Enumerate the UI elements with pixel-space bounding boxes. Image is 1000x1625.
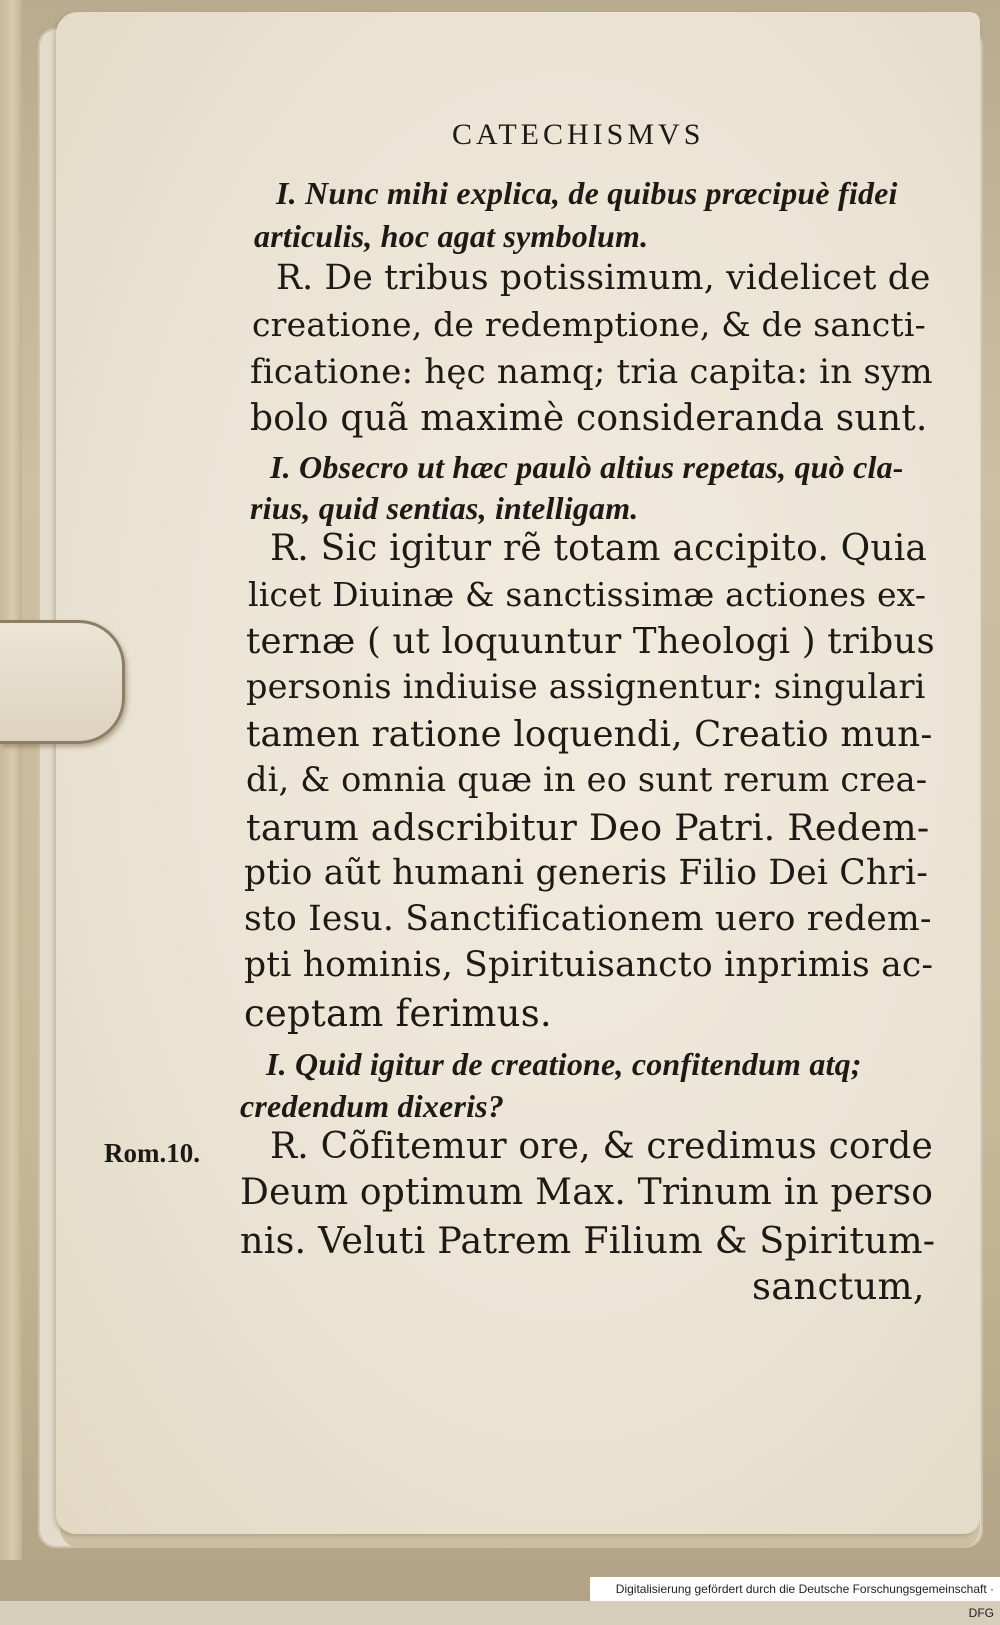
answer-line: ternæ ( ut loquuntur Theologi ) tribus bbox=[246, 621, 935, 662]
running-head: CATECHISMVS bbox=[452, 118, 705, 151]
question-line: I. Quid igitur de creatione, confitendum atq; bbox=[266, 1046, 862, 1082]
answer-line: Deum optimum Max. Trinum in perso bbox=[240, 1172, 934, 1213]
answer-line: ceptam ferimus. bbox=[244, 992, 552, 1035]
catchword: sanctum, bbox=[752, 1265, 925, 1308]
answer-line: ptio aũt humani generis Filio Dei Chri- bbox=[244, 853, 929, 893]
answer-line: sto Iesu. Sanctificationem uero redem- bbox=[244, 899, 932, 939]
answer-line: R. Sic igitur rẽ totam accipito. Quia bbox=[270, 528, 928, 569]
answer-line: licet Diuinæ & sanctissimæ actiones ex- bbox=[248, 575, 927, 614]
question-line: I. Nunc mihi explica, de quibus præcipuè fidei bbox=[276, 175, 898, 211]
answer-line: R. Cõfitemur ore, & credimus corde bbox=[270, 1126, 934, 1167]
question-line: credendum dixeris? bbox=[240, 1088, 505, 1124]
answer-line: di, & omnia quæ in eo sunt rerum crea- bbox=[246, 760, 928, 799]
digitization-credit: Digitalisierung gefördert durch die Deutsche Forschungsgemeinschaft · DFG bbox=[590, 1577, 1000, 1601]
answer-line: nis. Veluti Patrem Filium & Spiritum- bbox=[240, 1219, 936, 1262]
answer-line: bolo quã maximè consideranda sunt. bbox=[250, 398, 928, 439]
marginal-reference: Rom.10. bbox=[104, 1138, 200, 1168]
answer-line: tamen ratione loquendi, Creatio mun- bbox=[246, 714, 933, 755]
answer-line: pti hominis, Spirituisancto inprimis ac- bbox=[244, 945, 934, 985]
question-line: I. Obsecro ut hæc paulò altius repetas, quò cla- bbox=[270, 449, 904, 485]
answer-line: personis indiuise assignentur: singulari bbox=[246, 667, 926, 706]
question-line: rius, quid sentias, intelligam. bbox=[250, 490, 639, 526]
answer-line: tarum adscribitur Deo Patri. Redem- bbox=[246, 806, 930, 849]
question-line: articulis, hoc agat symbolum. bbox=[254, 218, 649, 254]
answer-line: ficatione: hęc namq; tria capita: in sym bbox=[250, 352, 933, 392]
answer-line: R. De tribus potissimum, videlicet de bbox=[276, 258, 931, 298]
answer-line: creatione, de redemptione, & de sancti- bbox=[252, 305, 926, 344]
